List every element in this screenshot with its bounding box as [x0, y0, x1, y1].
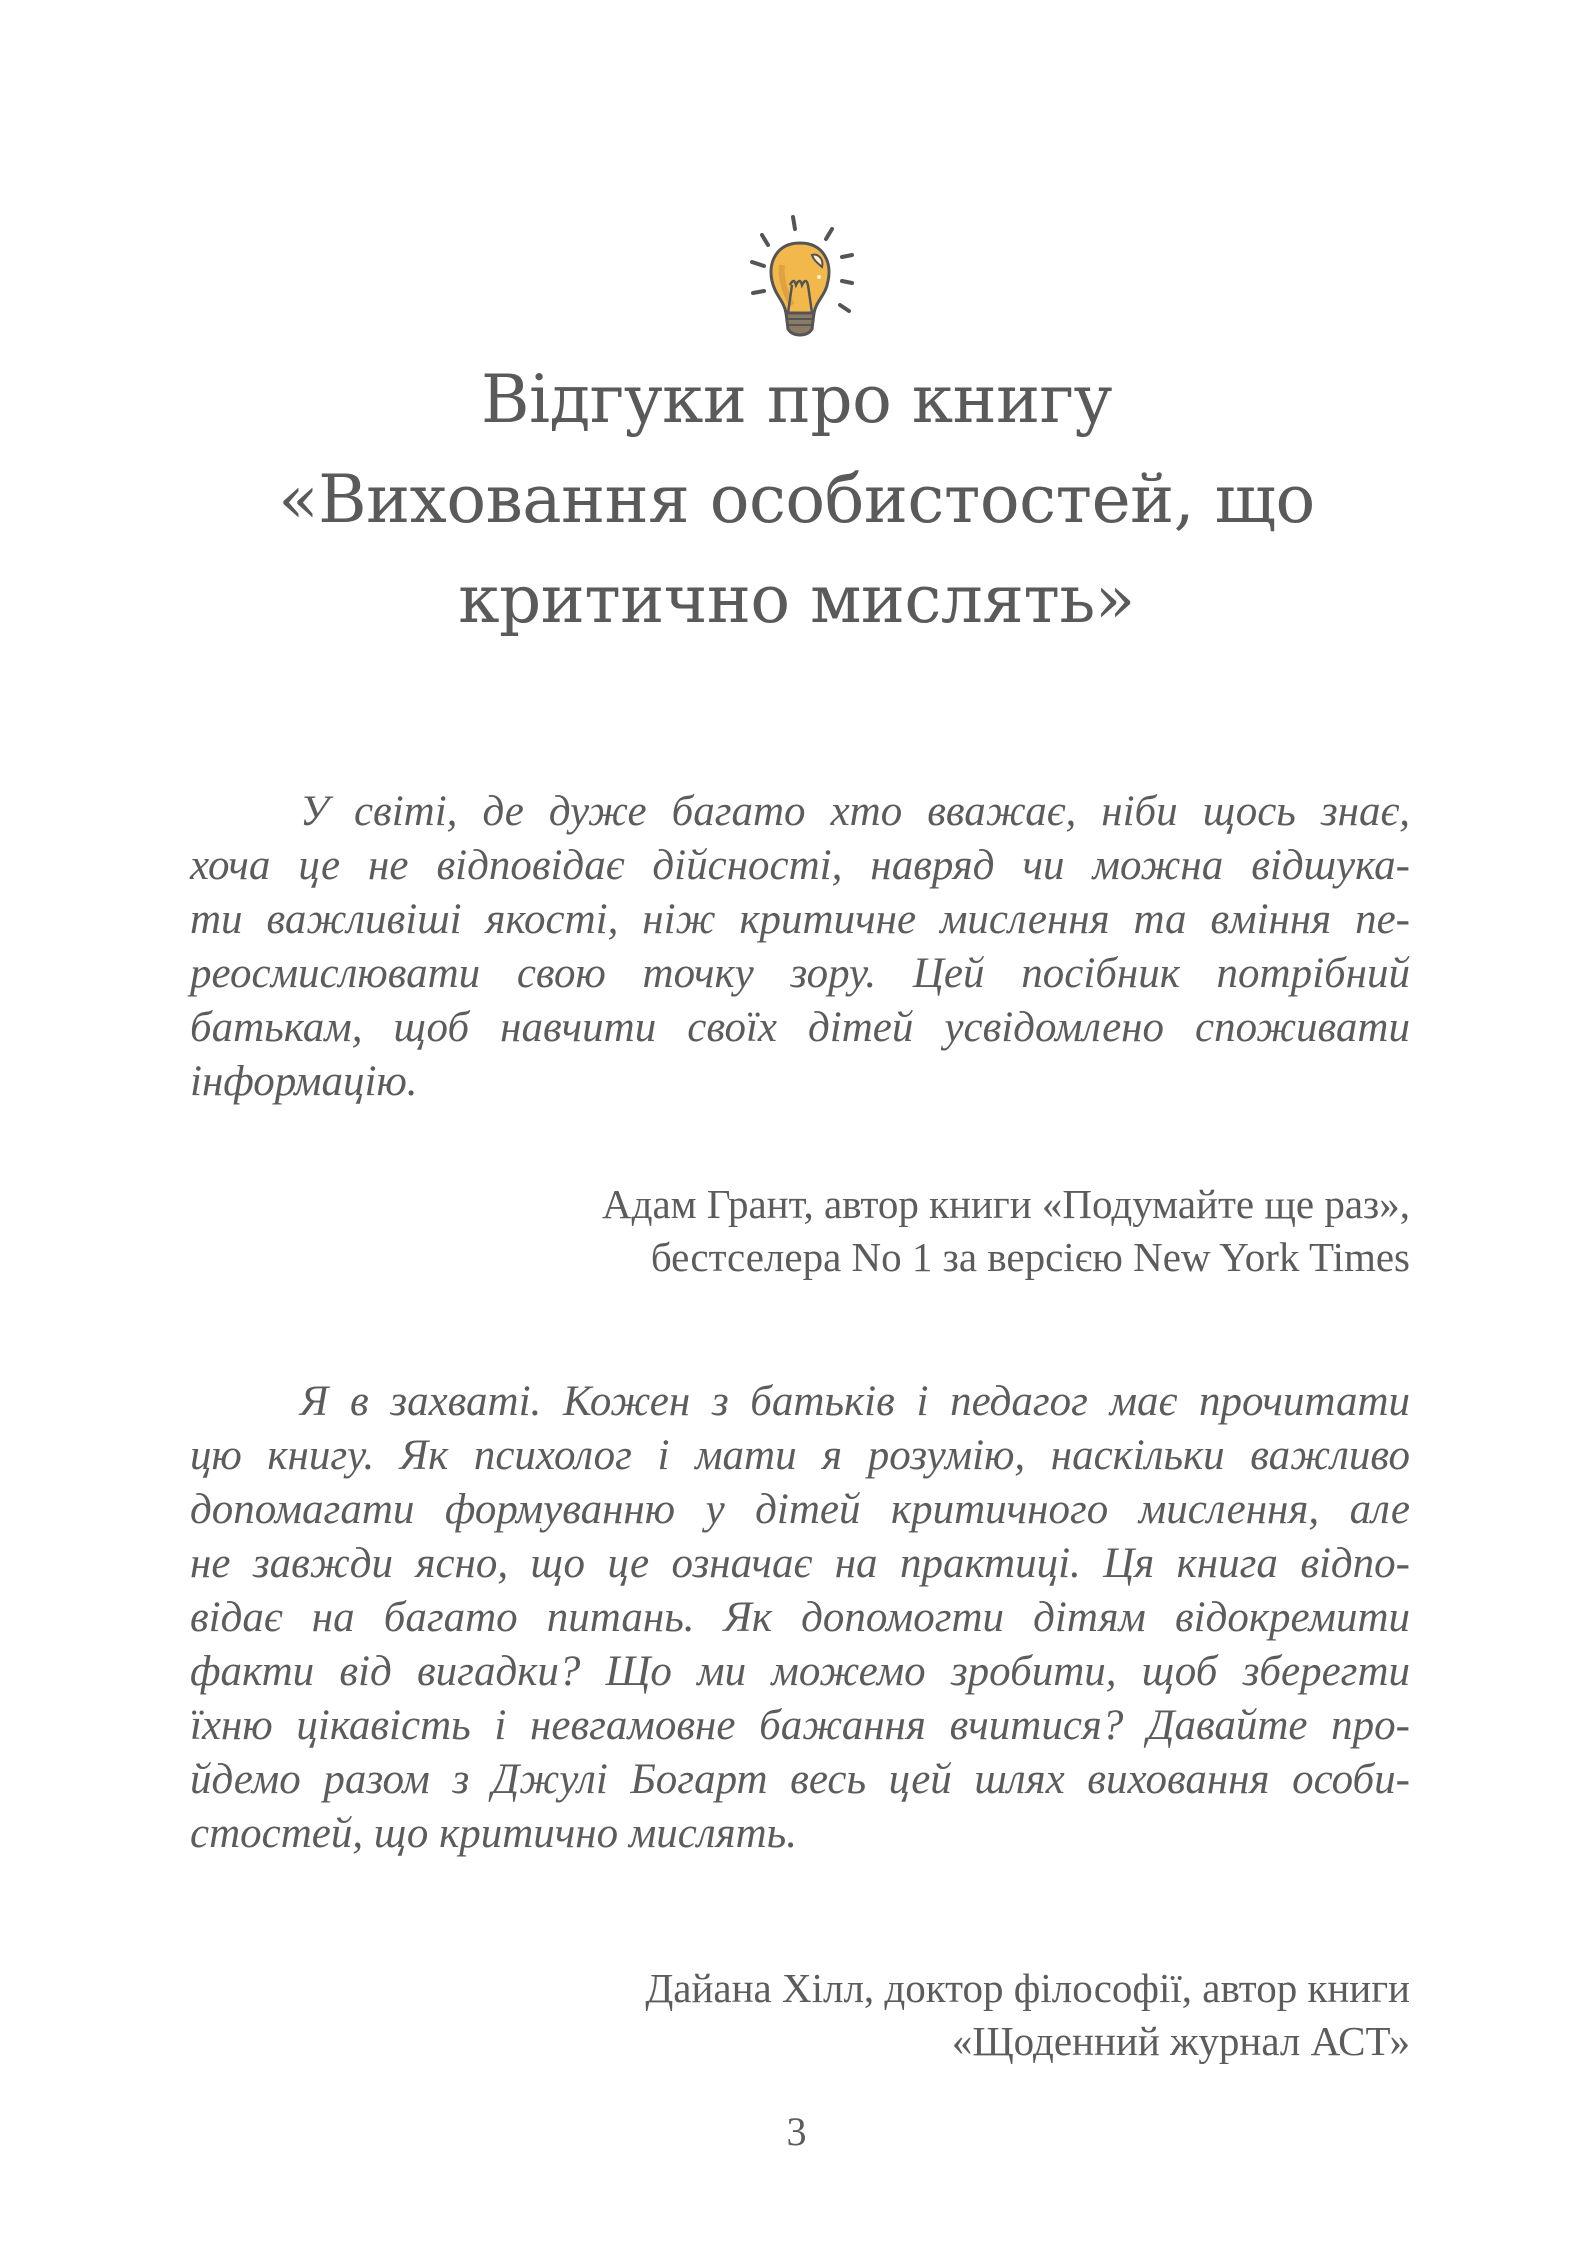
quote-line: У світі, де дуже багато хто вважає, ніби щось знає,: [300, 788, 1410, 835]
quote-line: відає на багато питань. Як допомогти дітям відокремити: [190, 1594, 1410, 1641]
quote-line: допомагати формуванню у дітей критичного мислення, але: [190, 1486, 1410, 1533]
page-number: 3: [786, 2109, 807, 2154]
quote-line: реосмислювати свою точку зору. Цей посібник потрібний: [190, 950, 1410, 997]
lightbulb-icon: [740, 205, 860, 345]
review-attribution-2: [645, 1962, 1410, 2068]
title-line: Відгуки про книгу: [481, 361, 1112, 438]
attribution-line: «Щоденний журнал АСТ»: [951, 2018, 1410, 2064]
review-quote-1: [190, 785, 1410, 1109]
quote-line: батькам, щоб навчити своїх дітей усвідомлено споживати: [190, 1004, 1410, 1051]
quote-line: хоча це не відповідає дійсності, навряд чи можна відшука-: [190, 842, 1410, 889]
title-line: «Виховання особистостей, що: [278, 461, 1315, 538]
review-attribution-1: [602, 1178, 1410, 1284]
title-line: критично мислять»: [458, 561, 1135, 638]
quote-line: Я в захваті. Кожен з батьків і педагог має прочитати: [300, 1378, 1410, 1425]
quote-line: стостей, що критично мислять.: [190, 1810, 797, 1857]
quote-line: не завжди ясно, що це означає на практиці. Ця книга відпо-: [190, 1540, 1410, 1587]
quote-line: їхню цікавість і невгамовне бажання вчитися? Давайте про-: [190, 1702, 1410, 1749]
quote-line: цю книгу. Як психолог і мати я розумію, наскільки важливо: [190, 1432, 1410, 1479]
quote-line: інформацію.: [190, 1058, 418, 1105]
quote-line: факти від вигадки? Що ми можемо зробити, щоб зберегти: [190, 1648, 1410, 1695]
attribution-line: Дайана Хілл, доктор філософії, автор книги: [645, 1965, 1410, 2011]
attribution-line: бестселера No 1 за версією New York Times: [650, 1234, 1410, 1280]
attribution-line: Адам Грант, автор книги «Подумайте ще раз»,: [601, 1181, 1410, 1227]
review-quote-2: [190, 1375, 1410, 1861]
page-title: [0, 350, 1593, 650]
quote-line: йдемо разом з Джулі Богарт весь цей шлях виховання особи-: [190, 1756, 1410, 1803]
quote-line: ти важливіші якості, ніж критичне мислення та вміння пе-: [190, 896, 1410, 943]
